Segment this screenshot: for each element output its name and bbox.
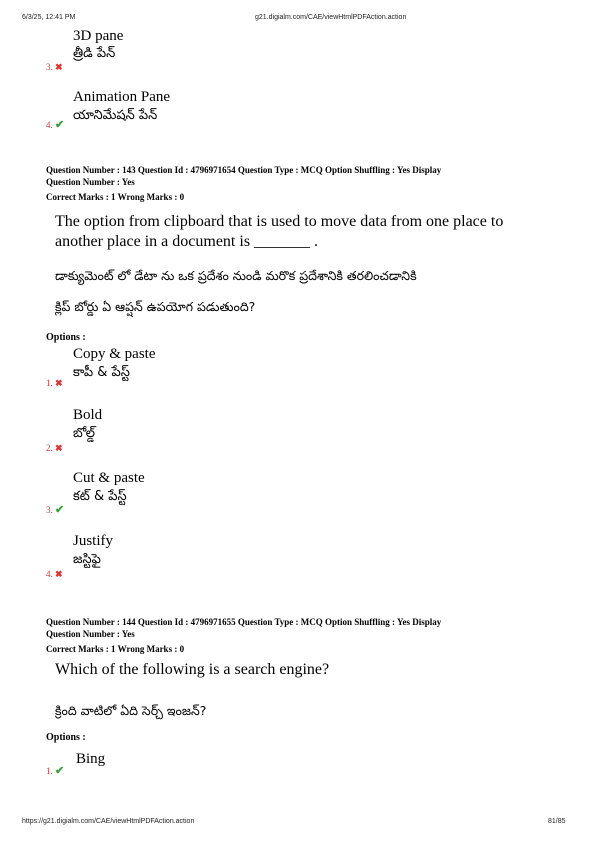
question-marks: Correct Marks : 1 Wrong Marks : 0: [46, 644, 185, 654]
option-en: Animation Pane: [73, 89, 171, 105]
wrong-icon: ✖: [55, 569, 63, 579]
option-number: 1.: [46, 766, 53, 776]
option-number-row: [46, 764, 64, 777]
option-en: Bold: [73, 407, 103, 423]
question-meta-cont: Question Number : Yes: [46, 177, 135, 187]
option-te: బోల్డ్: [73, 426, 95, 441]
print-footer-url: https://g21.digialm.com/CAE/viewHtmlPDFAction.action: [22, 818, 195, 825]
page-number: 81/85: [548, 818, 566, 825]
option-en: Bing: [76, 751, 106, 767]
option-en: Cut & paste: [73, 470, 145, 486]
wrong-icon: ✖: [55, 62, 63, 72]
option-number-row: [46, 62, 63, 73]
option-number-row: [46, 569, 63, 580]
question-meta-cont: Question Number : Yes: [46, 629, 135, 639]
print-datetime: 6/3/25, 12:41 PM: [22, 14, 76, 21]
option-number: 3.: [46, 505, 53, 515]
option-number: 4.: [46, 120, 53, 130]
option-en: Copy & paste: [73, 346, 156, 362]
option-number: 3.: [46, 62, 53, 72]
correct-icon: ✔: [55, 119, 65, 131]
wrong-icon: ✖: [55, 378, 63, 388]
print-header-url: g21.digialm.com/CAE/viewHtmlPDFAction.action: [255, 14, 407, 21]
options-label: Options :: [46, 332, 86, 343]
question-meta: Question Number : 144 Question Id : 4796971655 Question Type : MCQ Option Shuffling : Yes Display: [46, 617, 442, 627]
option-number: 1.: [46, 378, 53, 388]
option-en: Justify: [73, 533, 114, 549]
option-te: కాపీ & పేస్ట్: [73, 365, 130, 380]
correct-icon: ✔: [55, 504, 65, 516]
option-number-row: [46, 118, 64, 131]
question-text-en: Which of the following is a search engine?: [55, 661, 330, 678]
option-number: 2.: [46, 443, 53, 453]
question-text-en-cont: another place in a document is _______ .: [55, 233, 319, 250]
option-te: యానిమేషన్ పేన్: [73, 108, 158, 123]
question-meta: Question Number : 143 Question Id : 4796971654 Question Type : MCQ Option Shuffling : Yes Display: [46, 165, 442, 175]
option-te: జస్టిఫై: [73, 552, 101, 567]
option-en: 3D pane: [73, 28, 124, 44]
question-text-te: క్రింది వాటిలో ఏది సెర్చ్ ఇంజన్?: [55, 703, 207, 718]
correct-icon: ✔: [55, 765, 65, 777]
option-number: 4.: [46, 569, 53, 579]
wrong-icon: ✖: [55, 443, 63, 453]
question-marks: Correct Marks : 1 Wrong Marks : 0: [46, 192, 185, 202]
option-number-row: [46, 503, 64, 516]
question-text-te: డాక్యుమెంట్ లో డేటా ను ఒక ప్రదేశం నుండి మరొక ప్రదేశానికి తరలించడానికి: [55, 268, 417, 283]
options-label: Options :: [46, 732, 86, 743]
question-text-te-cont: క్లిప్ బోర్డు ఏ ఆప్షన్ ఉపయోగ పడుతుంది?: [55, 299, 256, 314]
option-number-row: [46, 378, 63, 389]
option-te: కట్ & పేస్ట్: [73, 489, 127, 504]
option-number-row: [46, 443, 63, 454]
question-text-en: The option from clipboard that is used to move data from one place to: [55, 213, 504, 230]
option-te: త్రీడి పేన్: [73, 46, 116, 61]
